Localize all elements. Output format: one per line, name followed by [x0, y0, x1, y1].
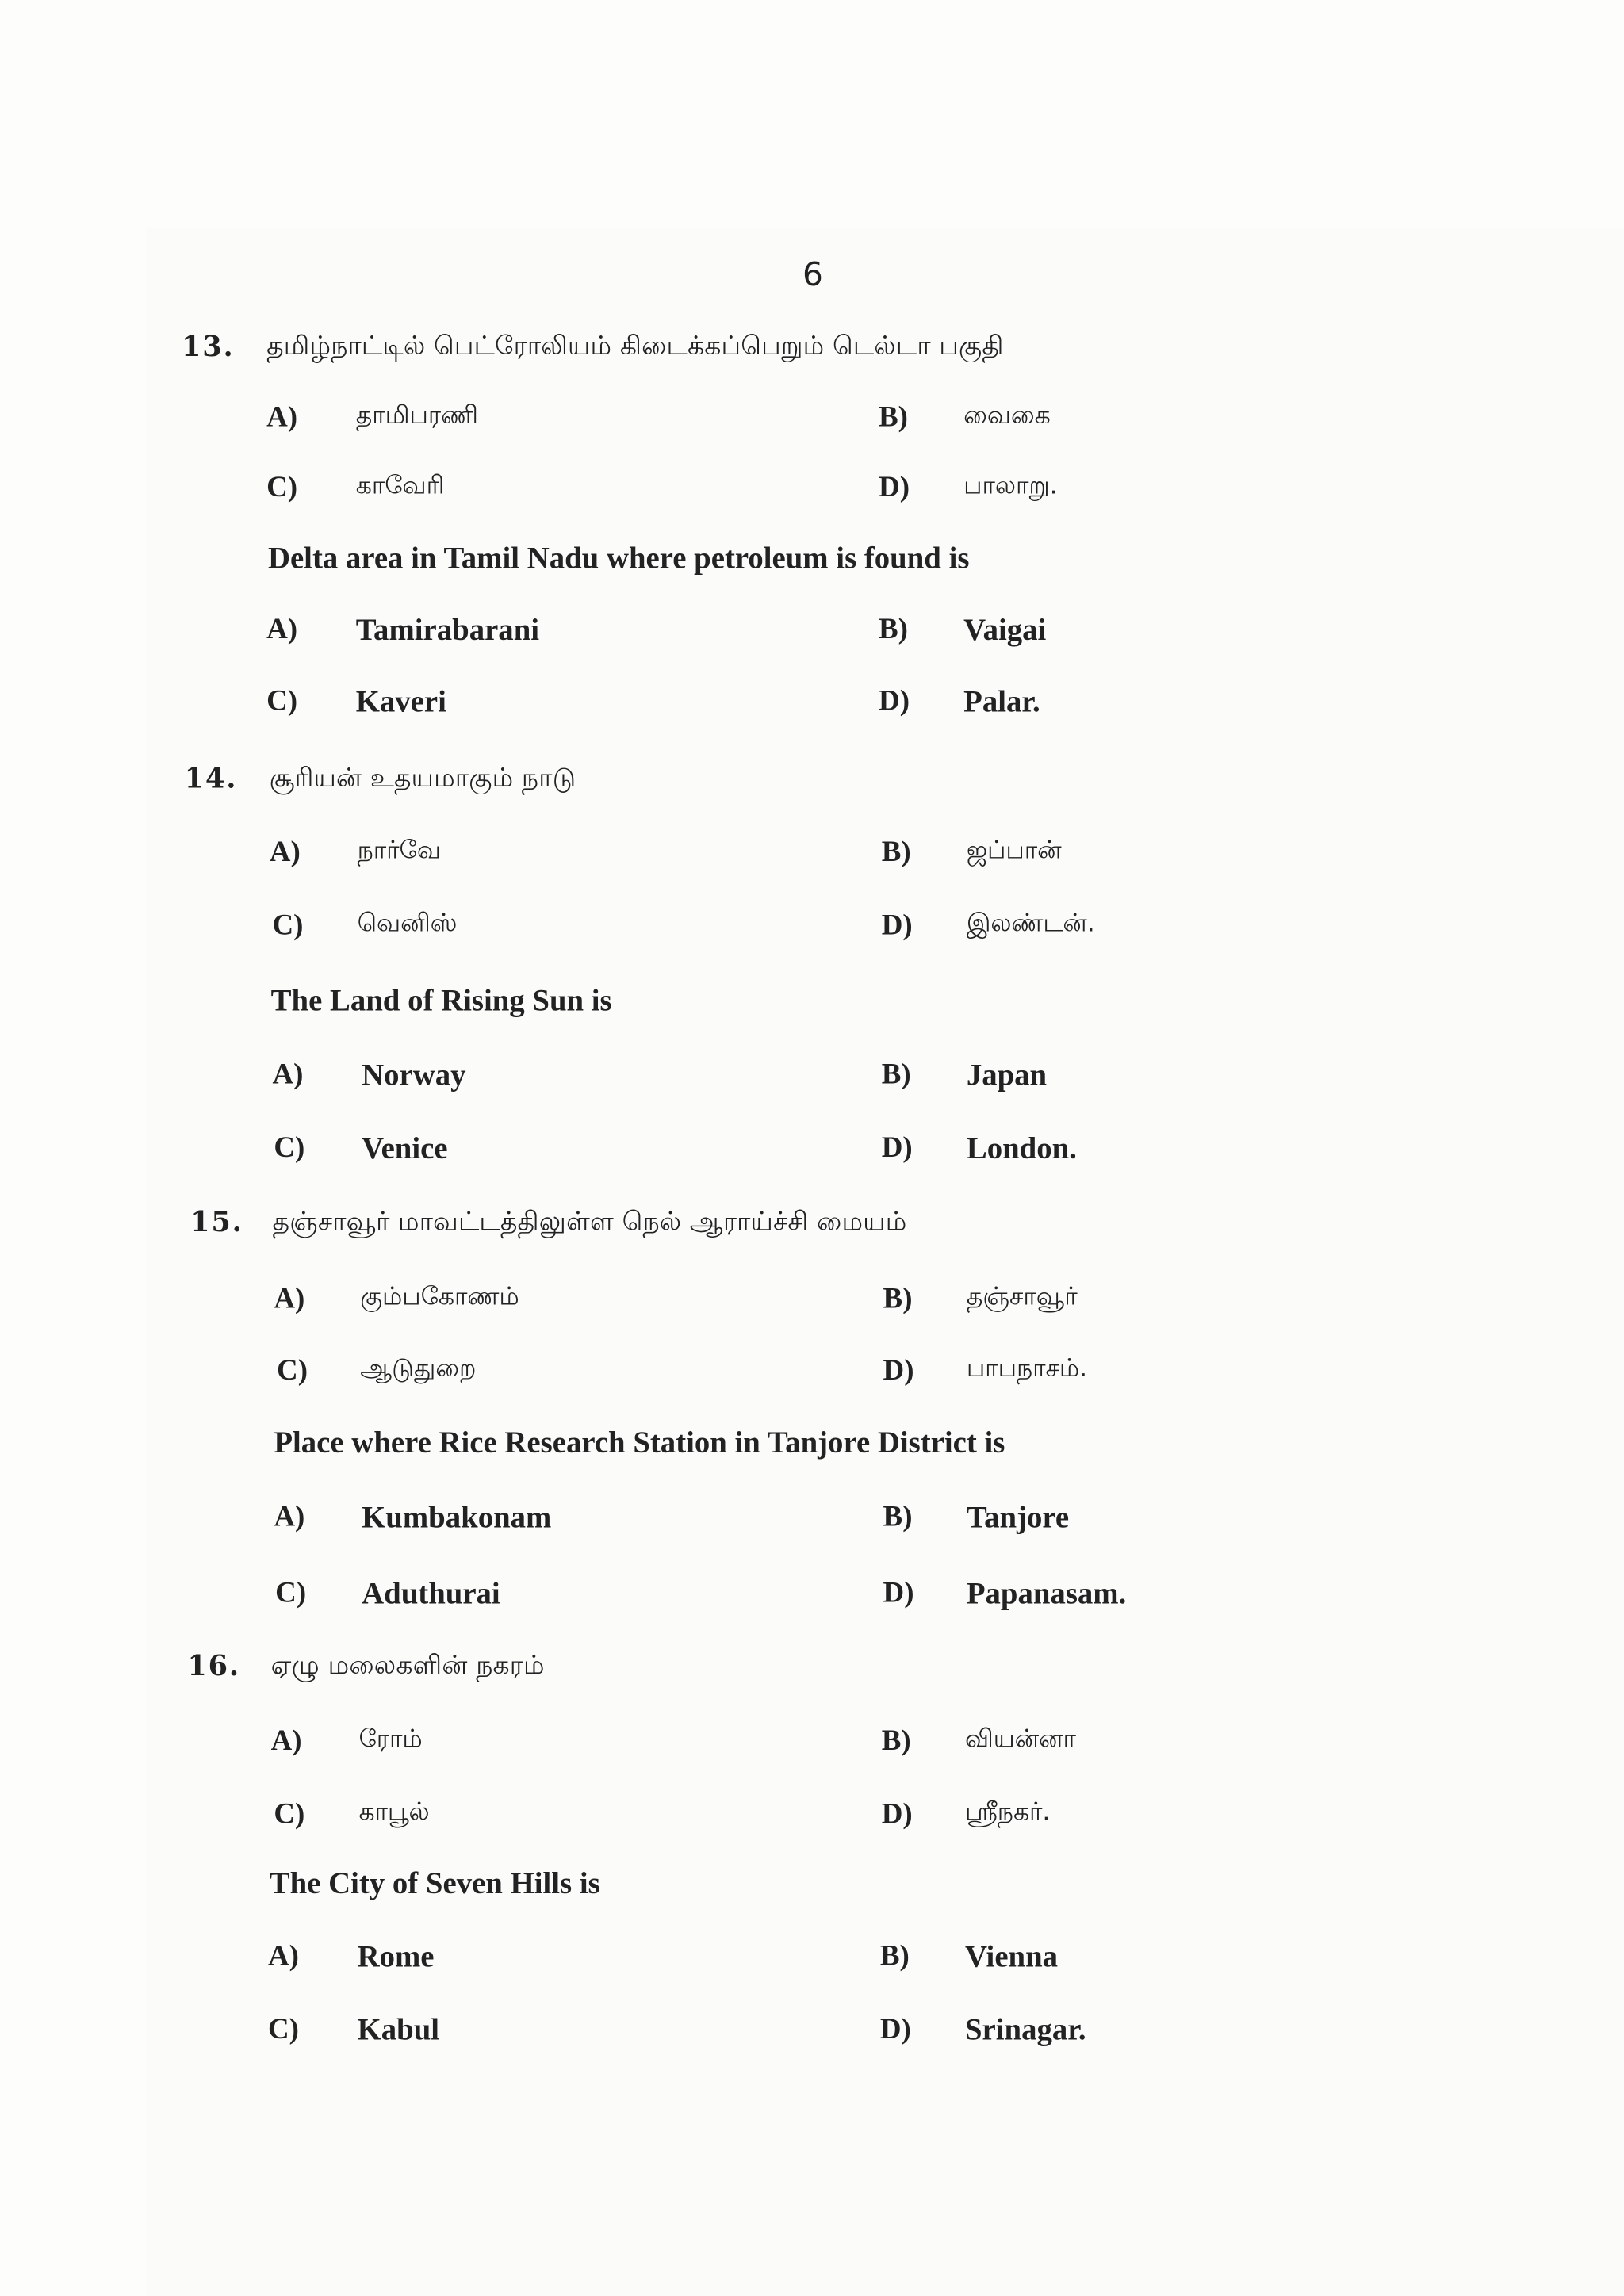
question-stem-english: The City of Seven Hills is [269, 1865, 600, 1901]
option-a-english: Norway [362, 1057, 466, 1093]
option-a-english: Rome [357, 1938, 435, 1974]
option-d-tamil: ஸ்ரீநகர். [964, 1797, 1051, 1827]
option-b-english: Vaigai [963, 612, 1047, 648]
option-c-letter: C) [274, 1131, 305, 1165]
option-c-letter: C) [266, 471, 298, 504]
option-d-letter: D) [883, 1577, 914, 1609]
option-a-tamil: ரோம் [358, 1724, 423, 1755]
option-b-english: Tanjore [966, 1499, 1070, 1535]
option-b-letter: B) [879, 1940, 910, 1973]
option-d-english: London. [966, 1130, 1077, 1166]
option-b-tamil: தஞ்சாவூர் [966, 1282, 1078, 1312]
option-c-tamil: காபூல் [358, 1797, 430, 1827]
option-c-letter: C) [277, 1354, 308, 1387]
option-d-tamil: பாலாறு. [963, 471, 1058, 501]
option-b-letter: B) [881, 836, 911, 869]
question-14 [0, 763, 1624, 1202]
option-d-letter: D) [879, 685, 910, 718]
option-b-letter: B) [883, 1501, 913, 1533]
option-d-letter: D) [881, 1131, 913, 1165]
option-a-letter: A) [266, 613, 298, 646]
option-b-letter: B) [879, 401, 908, 434]
option-a-tamil: தாமிபரணி [355, 401, 478, 430]
option-a-letter: A) [272, 1058, 304, 1091]
question-number: 16. [187, 1650, 240, 1683]
question-16 [0, 1650, 1624, 2089]
question-stem-english: Place where Rice Research Station in Tanjore District is [274, 1425, 1005, 1460]
question-13 [0, 331, 1624, 770]
option-d-tamil: பாபநாசம். [966, 1354, 1088, 1384]
question-stem-english: The Land of Rising Sun is [270, 982, 612, 1018]
option-a-english: Kumbakonam [362, 1499, 552, 1535]
question-number: 15. [190, 1206, 243, 1239]
option-b-tamil: வியன்னா [964, 1724, 1076, 1755]
option-c-letter: C) [274, 1797, 305, 1831]
page-number: 6 [802, 258, 823, 295]
option-a-letter: A) [274, 1282, 305, 1315]
option-a-letter: A) [274, 1501, 305, 1533]
option-b-letter: B) [883, 1282, 913, 1315]
option-a-letter: A) [269, 836, 301, 869]
option-d-letter: D) [879, 2013, 911, 2046]
question-15 [0, 1207, 1624, 1646]
option-a-letter: A) [266, 401, 298, 434]
option-b-letter: B) [879, 613, 908, 646]
option-d-tamil: இலண்டன். [966, 909, 1095, 939]
question-number: 14. [184, 763, 238, 795]
question-stem-english: Delta area in Tamil Nadu where petroleum is found is [267, 540, 970, 576]
question-stem-tamil: சூரியன் உதயமாகும் நாடு [269, 763, 576, 794]
option-a-letter: A) [267, 1940, 299, 1973]
option-b-letter: B) [881, 1724, 911, 1758]
option-b-letter: B) [881, 1058, 911, 1091]
option-d-english: Srinagar. [964, 2011, 1086, 2047]
question-stem-tamil: தஞ்சாவூர் மாவட்டத்திலுள்ள நெல் ஆராய்ச்சி மையம் [272, 1206, 907, 1238]
option-a-letter: A) [270, 1724, 302, 1758]
option-d-letter: D) [881, 909, 913, 942]
option-c-english: Kaveri [355, 683, 446, 719]
option-c-letter: C) [266, 685, 298, 718]
option-c-letter: C) [275, 1577, 307, 1609]
option-b-english: Japan [966, 1057, 1048, 1093]
option-c-english: Kabul [357, 2011, 440, 2047]
option-c-tamil: காவேரி [355, 471, 445, 501]
option-d-letter: D) [879, 471, 910, 504]
option-d-english: Palar. [963, 683, 1040, 719]
option-a-english: Tamirabarani [355, 612, 540, 648]
option-b-english: Vienna [964, 1938, 1059, 1974]
option-c-english: Aduthurai [362, 1575, 500, 1611]
option-b-tamil: வைகை [963, 401, 1051, 430]
option-d-letter: D) [883, 1354, 914, 1387]
option-c-letter: C) [272, 909, 304, 942]
option-a-tamil: கும்பகோணம் [360, 1282, 519, 1312]
option-d-english: Papanasam. [966, 1575, 1127, 1611]
question-number: 13. [181, 331, 235, 364]
option-a-tamil: நார்வே [357, 836, 441, 866]
option-c-english: Venice [362, 1130, 448, 1166]
question-stem-tamil: தமிழ்நாட்டில் பெட்ரோலியம் கிடைக்கப்பெறும் டெல்டா பகுதி [266, 331, 1004, 362]
option-c-tamil: ஆடுதுறை [360, 1354, 477, 1384]
option-b-tamil: ஜப்பான் [966, 836, 1062, 866]
option-c-letter: C) [267, 2013, 299, 2046]
question-stem-tamil: ஏழு மலைகளின் நகரம் [270, 1650, 545, 1682]
option-c-tamil: வெனிஸ் [357, 909, 458, 939]
option-d-letter: D) [881, 1797, 913, 1831]
